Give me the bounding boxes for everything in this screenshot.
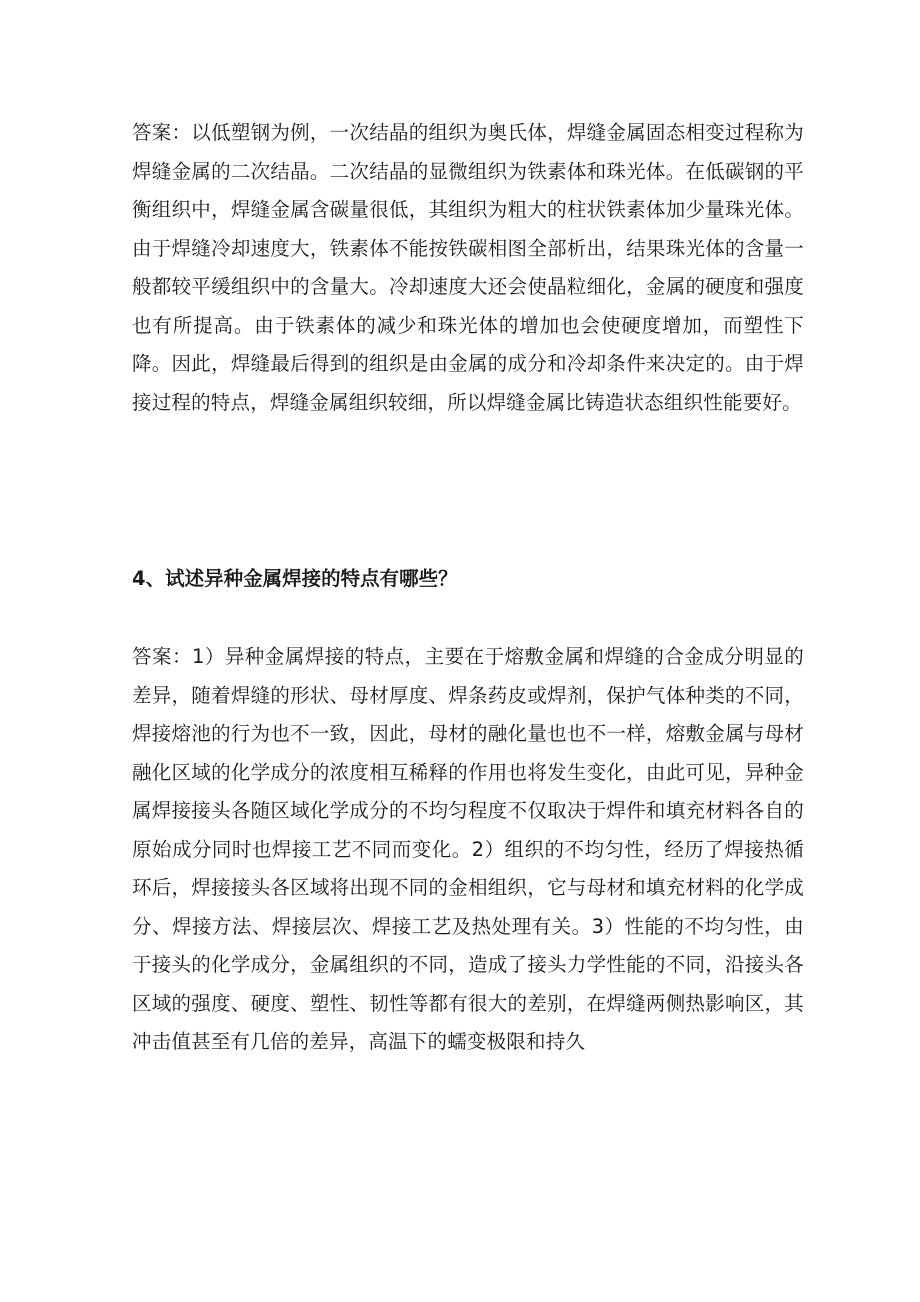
question-4-heading: 4、试述异种金属焊接的特点有哪些？: [132, 567, 458, 590]
answer-paragraph-1: 答案：以低塑钢为例，一次结晶的组织为奥氏体，焊缝金属固态相变过程称为焊缝金属的二次结晶。二次结晶的显微组织为铁素体和珠光体。在低碳钢的平衡组织中，焊缝金属含碳量很低，其组织为粗大的柱状铁素体加少量珠光体。由于焊缝冷却速度大，铁素体不能按铁碳相图全部析出，结果珠光体的含量一般都较平缓组织中的含量大。冷却速度大还会使晶粒细化，金属的硬度和强度也有所提高。由于铁素体的减少和珠光体的增加也会使硬度增加，而塑性下降。因此，焊缝最后得到的组织是由金属的成分和冷却条件来决定的。由于焊接过程的特点，焊缝金属组织较细，所以焊缝金属比铸造状态组织性能要好。: [132, 121, 804, 414]
answer-paragraph-2: 答案：1）异种金属焊接的特点，主要在于熔敷金属和焊缝的合金成分明显的差异，随着焊缝的形状、母材厚度、焊条药皮或焊剂，保护气体种类的不同，焊接熔池的行为也不一致，因此，母材的融化量也也不一样，熔敷金属与母材融化区域的化学成分的浓度相互稀释的作用也将发生变化，由此可见，异种金属焊接接头各随区域化学成分的不均匀程度不仅取决于焊件和填充材料各自的原始成分同时也焊接工艺不同而变化。2）组织的不均匀性，经历了焊接热循环后，焊接接头各区域将出现不同的金相组织，它与母材和填充材料的化学成分、焊接方法、焊接层次、焊接工艺及热处理有关。3）性能的不均匀性，由于接头的化学成分，金属组织的不同，造成了接头力学性能的不同，沿接头各区域的强度、硬度、塑性、韧性等都有很大的差别，在焊缝两侧热影响区，其冲击值甚至有几倍的差异，高温下的蠕变极限和持久: [132, 645, 804, 1053]
